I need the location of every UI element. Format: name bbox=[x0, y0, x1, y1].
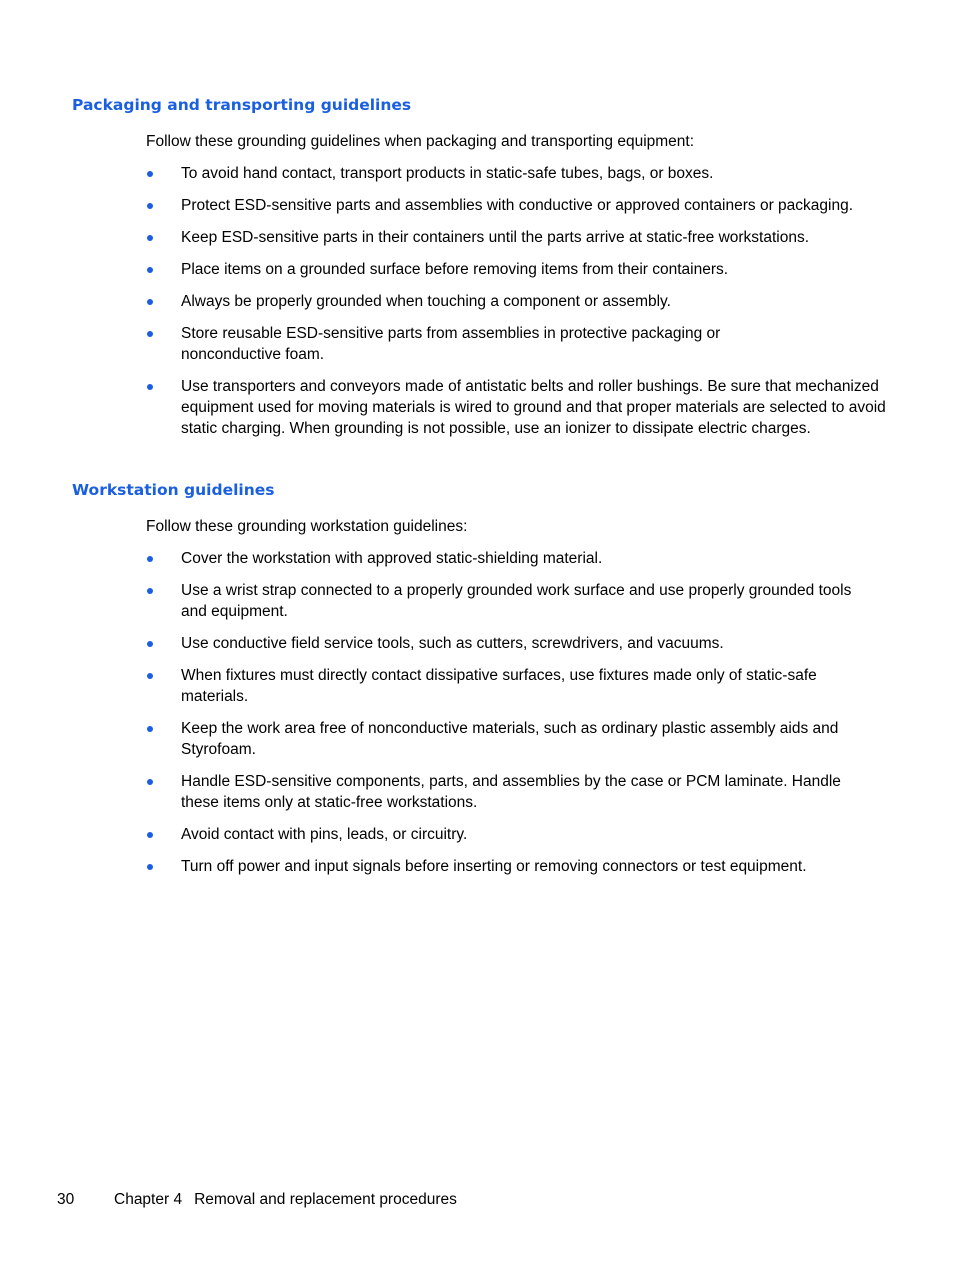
page-number: 30 bbox=[57, 1191, 75, 1208]
list-item bbox=[146, 548, 871, 569]
bullet-dot-icon bbox=[147, 331, 153, 337]
list-item bbox=[146, 718, 851, 760]
bullet-dot-icon bbox=[147, 235, 153, 241]
list-item bbox=[146, 195, 871, 216]
bullet-dot-icon bbox=[147, 641, 153, 647]
bullet-dot-icon bbox=[147, 588, 153, 594]
list-item-text: Use a wrist strap connected to a properly grounded work surface and use properly grounded tools and equipment. bbox=[181, 582, 852, 620]
list-item-text: Place items on a grounded surface before removing items from their containers. bbox=[181, 261, 729, 278]
bullet-dot-icon bbox=[147, 267, 153, 273]
bullet-dot-icon bbox=[147, 673, 153, 679]
section-heading-workstation: Workstation guidelines bbox=[72, 481, 275, 499]
bullet-dot-icon bbox=[147, 556, 153, 562]
list-item bbox=[146, 291, 871, 312]
list-item bbox=[146, 227, 871, 248]
list-item bbox=[146, 824, 871, 845]
list-item-text: Always be properly grounded when touching a component or assembly. bbox=[181, 293, 671, 310]
list-item bbox=[146, 259, 871, 280]
list-item-text: Handle ESD-sensitive components, parts, and assemblies by the case or PCM laminate. Handle these items only at static-free workstations. bbox=[181, 773, 841, 811]
footer-chapter-title: Removal and replacement procedures bbox=[194, 1191, 457, 1208]
bullet-list-packaging bbox=[146, 163, 886, 450]
list-item bbox=[146, 376, 893, 439]
list-item-text: Use conductive field service tools, such as cutters, screwdrivers, and vacuums. bbox=[181, 635, 724, 652]
list-item bbox=[146, 856, 871, 877]
list-item bbox=[146, 665, 821, 707]
bullet-dot-icon bbox=[147, 203, 153, 209]
list-item-text: Avoid contact with pins, leads, or circuitry. bbox=[181, 826, 468, 843]
list-item-text: When fixtures must directly contact dissipative surfaces, use fixtures made only of static-safe materials. bbox=[181, 667, 817, 705]
bullet-dot-icon bbox=[147, 832, 153, 838]
bullet-dot-icon bbox=[147, 171, 153, 177]
list-item-text: Keep the work area free of nonconductive materials, such as ordinary plastic assembly aids and Styrofoam. bbox=[181, 720, 839, 758]
bullet-dot-icon bbox=[147, 726, 153, 732]
section-intro-workstation: Follow these grounding workstation guidelines: bbox=[146, 518, 468, 535]
list-item-text: Turn off power and input signals before inserting or removing connectors or test equipment. bbox=[181, 858, 807, 875]
list-item-text: To avoid hand contact, transport products in static-safe tubes, bags, or boxes. bbox=[181, 165, 714, 182]
footer-chapter: Chapter 4 bbox=[114, 1191, 183, 1208]
list-item-text: Store reusable ESD-sensitive parts from assemblies in protective packaging or nonconductive foam. bbox=[181, 325, 721, 363]
list-item-text: Keep ESD-sensitive parts in their containers until the parts arrive at static-free workstations. bbox=[181, 229, 810, 246]
bullet-dot-icon bbox=[147, 299, 153, 305]
list-item bbox=[146, 580, 871, 622]
section-heading-packaging: Packaging and transporting guidelines bbox=[72, 96, 412, 114]
list-item bbox=[146, 633, 871, 654]
page-footer bbox=[57, 1189, 457, 1210]
list-item bbox=[146, 771, 881, 813]
list-item bbox=[146, 323, 741, 365]
bullet-dot-icon bbox=[147, 779, 153, 785]
list-item-text: Protect ESD-sensitive parts and assemblies with conductive or approved containers or packaging. bbox=[181, 197, 854, 214]
section-intro-packaging: Follow these grounding guidelines when packaging and transporting equipment: bbox=[146, 133, 695, 150]
bullet-dot-icon bbox=[147, 384, 153, 390]
list-item bbox=[146, 163, 871, 184]
bullet-dot-icon bbox=[147, 864, 153, 870]
list-item-text: Cover the workstation with approved static-shielding material. bbox=[181, 550, 603, 567]
bullet-list-workstation bbox=[146, 548, 871, 888]
list-item-text: Use transporters and conveyors made of antistatic belts and roller bushings. Be sure that mechanized equipment used for moving materials is wired to ground and that proper materials are selected to avoid static charging. When grounding is not possible, use an ionizer to dissipate electric charges. bbox=[181, 378, 886, 437]
